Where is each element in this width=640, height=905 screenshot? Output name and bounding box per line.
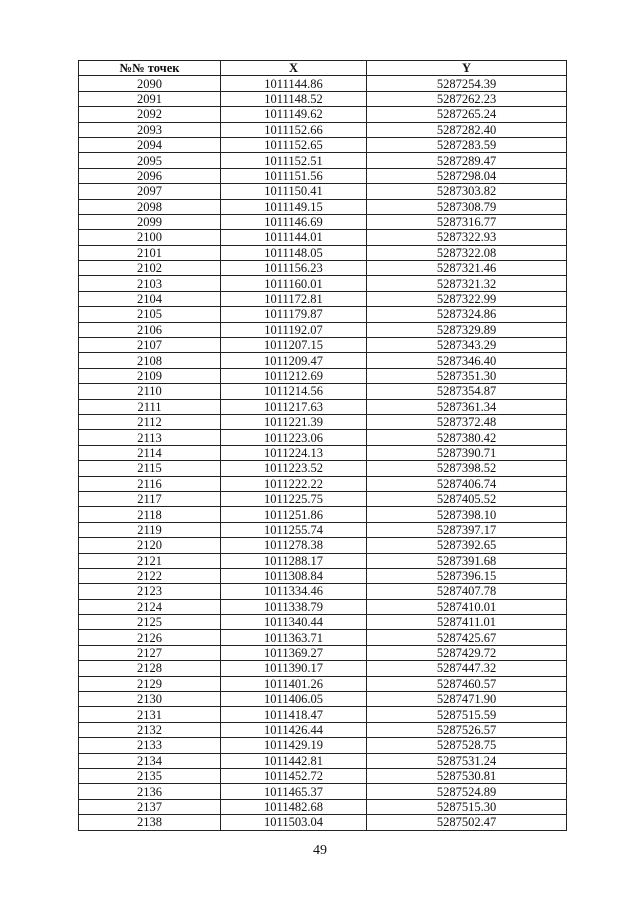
cell-point-number: 2098 <box>79 199 221 214</box>
table-row <box>79 768 567 783</box>
table-row <box>79 430 567 445</box>
cell-y: 5287391.68 <box>367 553 567 568</box>
cell-y: 5287410.01 <box>367 599 567 614</box>
cell-x: 1011401.26 <box>221 676 367 691</box>
cell-x: 1011150.41 <box>221 184 367 199</box>
cell-x: 1011156.23 <box>221 261 367 276</box>
cell-x: 1011149.62 <box>221 107 367 122</box>
cell-y: 5287398.10 <box>367 507 567 522</box>
header-x: X <box>221 61 367 76</box>
cell-point-number: 2138 <box>79 815 221 830</box>
cell-point-number: 2125 <box>79 615 221 630</box>
cell-y: 5287390.71 <box>367 445 567 460</box>
cell-point-number: 2101 <box>79 245 221 260</box>
table-row <box>79 261 567 276</box>
cell-y: 5287502.47 <box>367 815 567 830</box>
cell-x: 1011406.05 <box>221 692 367 707</box>
cell-y: 5287526.57 <box>367 722 567 737</box>
table-row <box>79 414 567 429</box>
cell-y: 5287392.65 <box>367 538 567 553</box>
cell-point-number: 2109 <box>79 368 221 383</box>
cell-x: 1011482.68 <box>221 799 367 814</box>
cell-point-number: 2123 <box>79 584 221 599</box>
cell-y: 5287283.59 <box>367 137 567 152</box>
cell-point-number: 2100 <box>79 230 221 245</box>
cell-y: 5287265.24 <box>367 107 567 122</box>
cell-x: 1011207.15 <box>221 338 367 353</box>
cell-x: 1011192.07 <box>221 322 367 337</box>
cell-y: 5287396.15 <box>367 568 567 583</box>
cell-x: 1011288.17 <box>221 553 367 568</box>
cell-x: 1011148.05 <box>221 245 367 260</box>
cell-y: 5287322.93 <box>367 230 567 245</box>
cell-x: 1011152.51 <box>221 153 367 168</box>
cell-x: 1011340.44 <box>221 615 367 630</box>
cell-x: 1011255.74 <box>221 522 367 537</box>
table-row <box>79 184 567 199</box>
cell-x: 1011503.04 <box>221 815 367 830</box>
cell-y: 5287321.46 <box>367 261 567 276</box>
cell-point-number: 2092 <box>79 107 221 122</box>
cell-x: 1011148.52 <box>221 91 367 106</box>
cell-x: 1011144.86 <box>221 76 367 91</box>
cell-point-number: 2095 <box>79 153 221 168</box>
cell-x: 1011152.66 <box>221 122 367 137</box>
cell-x: 1011151.56 <box>221 168 367 183</box>
cell-x: 1011172.81 <box>221 291 367 306</box>
coordinates-table <box>78 60 567 831</box>
header-y: Y <box>367 61 567 76</box>
table-row <box>79 168 567 183</box>
table-row <box>79 645 567 660</box>
table-row <box>79 322 567 337</box>
cell-point-number: 2112 <box>79 414 221 429</box>
cell-point-number: 2113 <box>79 430 221 445</box>
cell-x: 1011209.47 <box>221 353 367 368</box>
cell-point-number: 2104 <box>79 291 221 306</box>
table-row <box>79 753 567 768</box>
cell-y: 5287406.74 <box>367 476 567 491</box>
cell-x: 1011429.19 <box>221 738 367 753</box>
cell-point-number: 2105 <box>79 307 221 322</box>
cell-point-number: 2130 <box>79 692 221 707</box>
cell-point-number: 2134 <box>79 753 221 768</box>
cell-point-number: 2120 <box>79 538 221 553</box>
cell-y: 5287324.86 <box>367 307 567 322</box>
cell-point-number: 2117 <box>79 491 221 506</box>
cell-point-number: 2107 <box>79 338 221 353</box>
cell-point-number: 2093 <box>79 122 221 137</box>
cell-x: 1011363.71 <box>221 630 367 645</box>
cell-y: 5287398.52 <box>367 461 567 476</box>
table-row <box>79 122 567 137</box>
cell-y: 5287405.52 <box>367 491 567 506</box>
cell-y: 5287329.89 <box>367 322 567 337</box>
table-row <box>79 153 567 168</box>
cell-x: 1011179.87 <box>221 307 367 322</box>
cell-point-number: 2097 <box>79 184 221 199</box>
cell-y: 5287411.01 <box>367 615 567 630</box>
page-number: 49 <box>313 843 327 858</box>
cell-x: 1011217.63 <box>221 399 367 414</box>
cell-y: 5287531.24 <box>367 753 567 768</box>
table-row <box>79 476 567 491</box>
cell-y: 5287303.82 <box>367 184 567 199</box>
cell-y: 5287262.23 <box>367 91 567 106</box>
cell-y: 5287447.32 <box>367 661 567 676</box>
cell-x: 1011144.01 <box>221 230 367 245</box>
cell-point-number: 2108 <box>79 353 221 368</box>
cell-y: 5287351.30 <box>367 368 567 383</box>
cell-y: 5287515.30 <box>367 799 567 814</box>
table-row <box>79 599 567 614</box>
cell-point-number: 2091 <box>79 91 221 106</box>
table-row <box>79 507 567 522</box>
cell-x: 1011251.86 <box>221 507 367 522</box>
cell-x: 1011225.75 <box>221 491 367 506</box>
cell-x: 1011418.47 <box>221 707 367 722</box>
cell-point-number: 2124 <box>79 599 221 614</box>
cell-y: 5287397.17 <box>367 522 567 537</box>
cell-point-number: 2119 <box>79 522 221 537</box>
table-row <box>79 384 567 399</box>
table-row <box>79 76 567 91</box>
cell-y: 5287343.29 <box>367 338 567 353</box>
table-row <box>79 445 567 460</box>
table-row <box>79 553 567 568</box>
cell-y: 5287254.39 <box>367 76 567 91</box>
table-row <box>79 399 567 414</box>
cell-y: 5287530.81 <box>367 768 567 783</box>
table-row <box>79 615 567 630</box>
header-point-number: №№ точек <box>79 61 221 76</box>
table-row <box>79 245 567 260</box>
table-row <box>79 568 567 583</box>
cell-point-number: 2133 <box>79 738 221 753</box>
cell-y: 5287515.59 <box>367 707 567 722</box>
cell-point-number: 2110 <box>79 384 221 399</box>
cell-y: 5287407.78 <box>367 584 567 599</box>
cell-x: 1011308.84 <box>221 568 367 583</box>
cell-y: 5287346.40 <box>367 353 567 368</box>
cell-x: 1011149.15 <box>221 199 367 214</box>
cell-point-number: 2136 <box>79 784 221 799</box>
cell-point-number: 2111 <box>79 399 221 414</box>
table-row <box>79 692 567 707</box>
table-row <box>79 353 567 368</box>
table-row <box>79 538 567 553</box>
table-row <box>79 584 567 599</box>
cell-x: 1011334.46 <box>221 584 367 599</box>
cell-point-number: 2116 <box>79 476 221 491</box>
cell-y: 5287372.48 <box>367 414 567 429</box>
table-row <box>79 368 567 383</box>
cell-y: 5287380.42 <box>367 430 567 445</box>
cell-point-number: 2118 <box>79 507 221 522</box>
table-row <box>79 707 567 722</box>
cell-point-number: 2127 <box>79 645 221 660</box>
cell-point-number: 2137 <box>79 799 221 814</box>
cell-y: 5287528.75 <box>367 738 567 753</box>
cell-y: 5287524.89 <box>367 784 567 799</box>
cell-y: 5287308.79 <box>367 199 567 214</box>
table-row <box>79 107 567 122</box>
cell-x: 1011214.56 <box>221 384 367 399</box>
cell-y: 5287316.77 <box>367 214 567 229</box>
table-row <box>79 661 567 676</box>
cell-y: 5287322.08 <box>367 245 567 260</box>
cell-x: 1011278.38 <box>221 538 367 553</box>
cell-x: 1011160.01 <box>221 276 367 291</box>
cell-y: 5287282.40 <box>367 122 567 137</box>
cell-y: 5287429.72 <box>367 645 567 660</box>
table-row <box>79 91 567 106</box>
cell-x: 1011221.39 <box>221 414 367 429</box>
table-row <box>79 461 567 476</box>
table-row <box>79 630 567 645</box>
cell-x: 1011452.72 <box>221 768 367 783</box>
table-row <box>79 799 567 814</box>
table-row <box>79 307 567 322</box>
cell-x: 1011369.27 <box>221 645 367 660</box>
cell-x: 1011426.44 <box>221 722 367 737</box>
cell-y: 5287322.99 <box>367 291 567 306</box>
cell-point-number: 2099 <box>79 214 221 229</box>
table-row <box>79 522 567 537</box>
cell-point-number: 2103 <box>79 276 221 291</box>
table-row <box>79 491 567 506</box>
cell-x: 1011212.69 <box>221 368 367 383</box>
cell-x: 1011222.22 <box>221 476 367 491</box>
table-row <box>79 291 567 306</box>
cell-y: 5287361.34 <box>367 399 567 414</box>
cell-x: 1011152.65 <box>221 137 367 152</box>
table-row <box>79 738 567 753</box>
cell-x: 1011223.06 <box>221 430 367 445</box>
cell-y: 5287460.57 <box>367 676 567 691</box>
cell-x: 1011224.13 <box>221 445 367 460</box>
cell-point-number: 2122 <box>79 568 221 583</box>
cell-point-number: 2102 <box>79 261 221 276</box>
table-body <box>79 76 567 830</box>
cell-point-number: 2106 <box>79 322 221 337</box>
cell-point-number: 2131 <box>79 707 221 722</box>
cell-point-number: 2126 <box>79 630 221 645</box>
cell-x: 1011465.37 <box>221 784 367 799</box>
cell-y: 5287289.47 <box>367 153 567 168</box>
cell-point-number: 2114 <box>79 445 221 460</box>
cell-y: 5287471.90 <box>367 692 567 707</box>
cell-point-number: 2090 <box>79 76 221 91</box>
table-row <box>79 137 567 152</box>
table-row <box>79 230 567 245</box>
table-row <box>79 815 567 830</box>
cell-x: 1011223.52 <box>221 461 367 476</box>
cell-x: 1011146.69 <box>221 214 367 229</box>
table-row <box>79 199 567 214</box>
cell-point-number: 2129 <box>79 676 221 691</box>
table-row <box>79 722 567 737</box>
cell-y: 5287425.67 <box>367 630 567 645</box>
table-row <box>79 676 567 691</box>
cell-y: 5287321.32 <box>367 276 567 291</box>
cell-point-number: 2121 <box>79 553 221 568</box>
cell-point-number: 2096 <box>79 168 221 183</box>
cell-x: 1011338.79 <box>221 599 367 614</box>
table-header <box>79 61 567 76</box>
cell-point-number: 2135 <box>79 768 221 783</box>
cell-x: 1011442.81 <box>221 753 367 768</box>
cell-point-number: 2115 <box>79 461 221 476</box>
table-row <box>79 276 567 291</box>
cell-y: 5287354.87 <box>367 384 567 399</box>
table-header-row <box>79 61 567 76</box>
cell-point-number: 2094 <box>79 137 221 152</box>
table-row <box>79 214 567 229</box>
cell-x: 1011390.17 <box>221 661 367 676</box>
cell-y: 5287298.04 <box>367 168 567 183</box>
table-row <box>79 784 567 799</box>
table-row <box>79 338 567 353</box>
cell-point-number: 2132 <box>79 722 221 737</box>
cell-point-number: 2128 <box>79 661 221 676</box>
